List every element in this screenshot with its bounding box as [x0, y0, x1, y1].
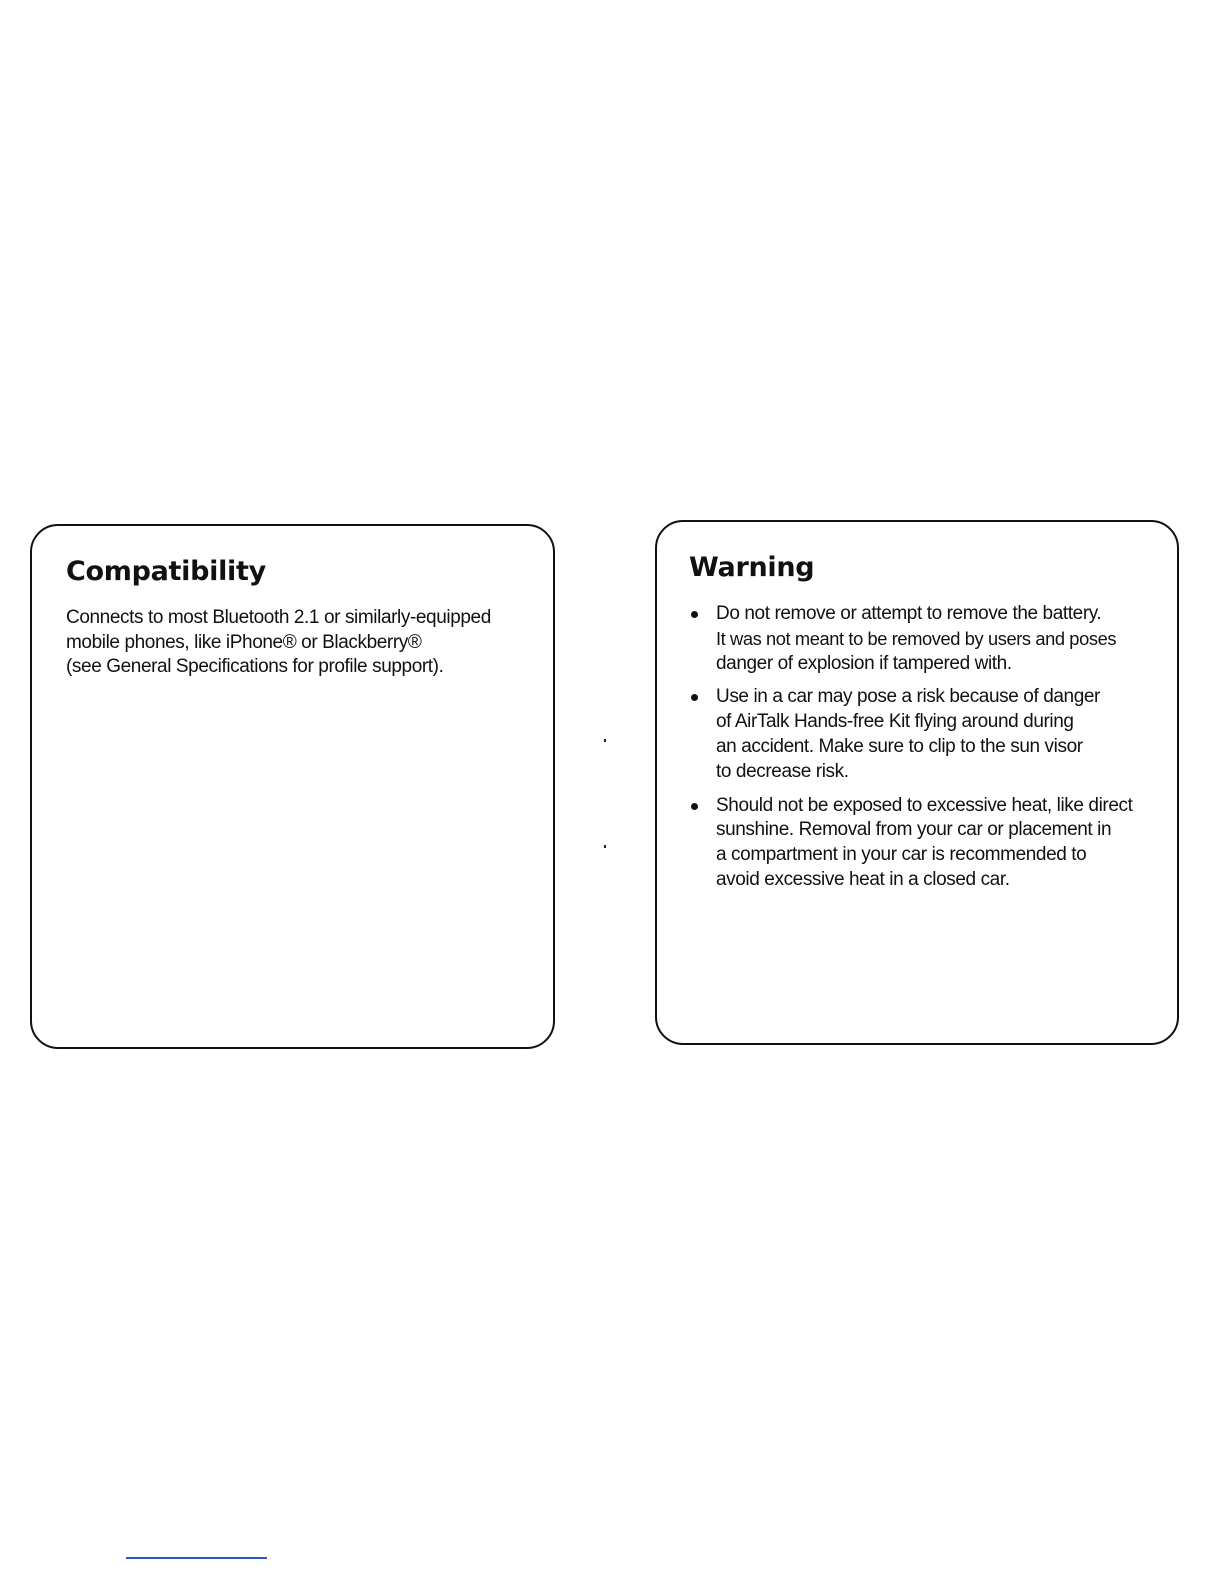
warning-title: Warning	[689, 552, 815, 583]
compatibility-panel	[30, 524, 555, 1049]
bullet-icon	[691, 694, 698, 701]
warning-line: a compartment in your car is recommended to	[716, 844, 1087, 866]
bullet-icon	[691, 803, 698, 810]
scan-speck	[604, 739, 606, 742]
warning-line: an accident. Make sure to clip to the sun visor	[716, 735, 1083, 757]
warning-line: to decrease risk.	[716, 760, 849, 782]
warning-line: sunshine. Removal from your car or placement in	[716, 819, 1112, 841]
warning-line: of AirTalk Hands-free Kit flying around during	[716, 711, 1074, 733]
warning-line: Do not remove or attempt to remove the battery.	[716, 603, 1102, 624]
warning-panel	[655, 520, 1179, 1045]
warning-item-car-risk	[689, 685, 1169, 784]
warning-line: Use in a car may pose a risk because of danger	[716, 686, 1100, 708]
footer-rule	[126, 1557, 267, 1559]
warning-line: Should not be exposed to excessive heat, like direct	[716, 794, 1133, 816]
warning-item-heat	[689, 794, 1169, 893]
scan-speck	[604, 845, 606, 848]
warning-item-battery	[689, 602, 1169, 676]
warning-line: avoid excessive heat in a closed car.	[716, 868, 1010, 890]
compatibility-line: (see General Specifications for profile support).	[66, 656, 444, 677]
compatibility-text	[66, 606, 536, 680]
compatibility-line: Connects to most Bluetooth 2.1 or similarly-equipped	[66, 607, 491, 628]
warning-list	[689, 602, 1169, 902]
warning-line: It was not meant to be removed by users and poses	[716, 627, 1117, 649]
compatibility-line: mobile phones, like iPhone® or Blackberry®	[66, 631, 422, 653]
compatibility-title: Compatibility	[66, 556, 266, 587]
warning-line: danger of explosion if tampered with.	[716, 652, 1012, 674]
bullet-icon	[691, 611, 698, 618]
